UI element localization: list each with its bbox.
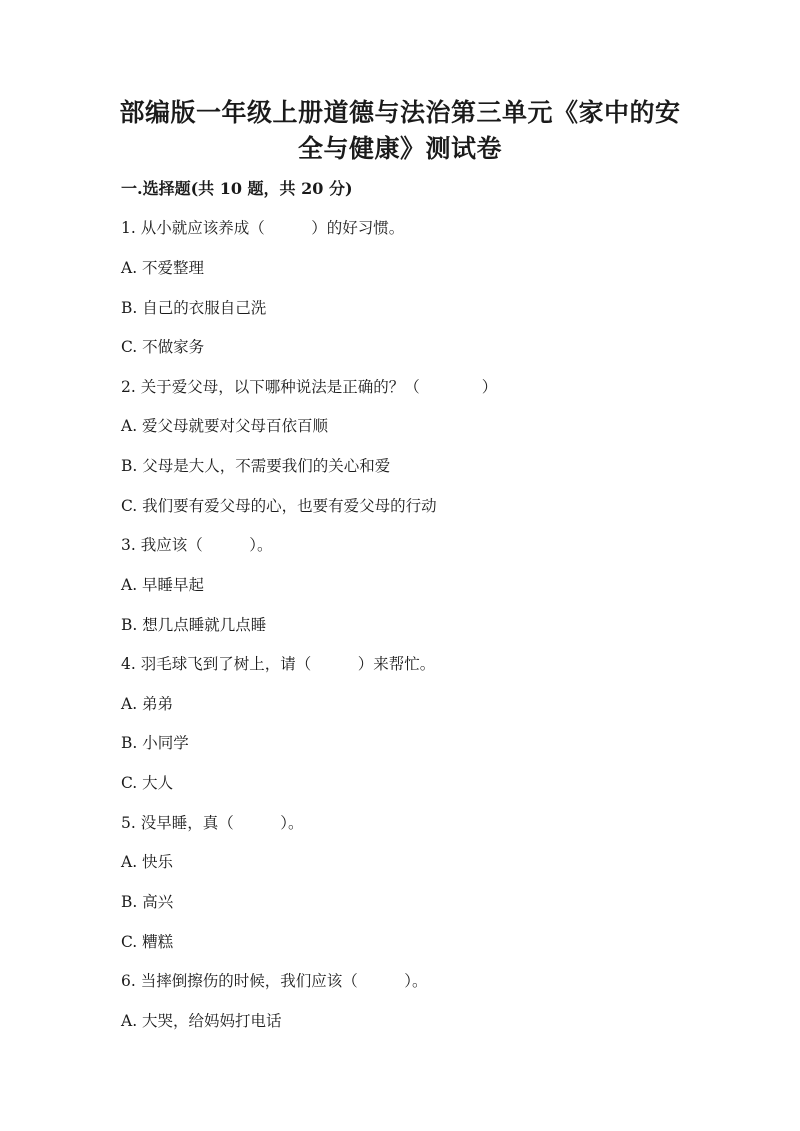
question-5: 5. 没早睡，真（ ）。 [121,814,304,832]
option-1c: C. 不做家务 [121,338,205,356]
option-6a: A. 大哭，给妈妈打电话 [121,1012,282,1030]
option-2b: B. 父母是大人，不需要我们的关心和爱 [121,457,391,475]
option-4b: B. 小同学 [121,734,189,752]
question-1: 1. 从小就应该养成（ ）的好习惯。 [121,219,405,237]
option-5a: A. 快乐 [121,853,174,871]
option-3a: A. 早睡早起 [121,576,205,594]
option-1b: B. 自己的衣服自己洗 [121,299,267,317]
option-5b: B. 高兴 [121,893,174,911]
section-heading: 一.选择题(共 10 题，共 20 分) [121,179,353,198]
option-5c: C. 糟糕 [121,933,174,951]
question-4: 4. 羽毛球飞到了树上，请（ ）来帮忙。 [121,655,436,673]
question-6: 6. 当摔倒擦伤的时候，我们应该（ ）。 [121,972,428,990]
question-2: 2. 关于爱父母，以下哪种说法是正确的？（ ） [121,378,498,396]
document-title-line-1: 部编版一年级上册道德与法治第三单元《家中的安 [119,98,681,127]
option-2c: C. 我们要有爱父母的心，也要有爱父母的行动 [121,497,437,515]
option-2a: A. 爱父母就要对父母百依百顺 [121,417,329,435]
document-title-line-2: 全与健康》测试卷 [297,134,502,163]
question-3: 3. 我应该（ ）。 [121,536,273,554]
option-3b: B. 想几点睡就几点睡 [121,616,267,634]
option-4a: A. 弟弟 [121,695,174,713]
option-1a: A. 不爱整理 [121,259,205,277]
option-4c: C. 大人 [121,774,174,792]
